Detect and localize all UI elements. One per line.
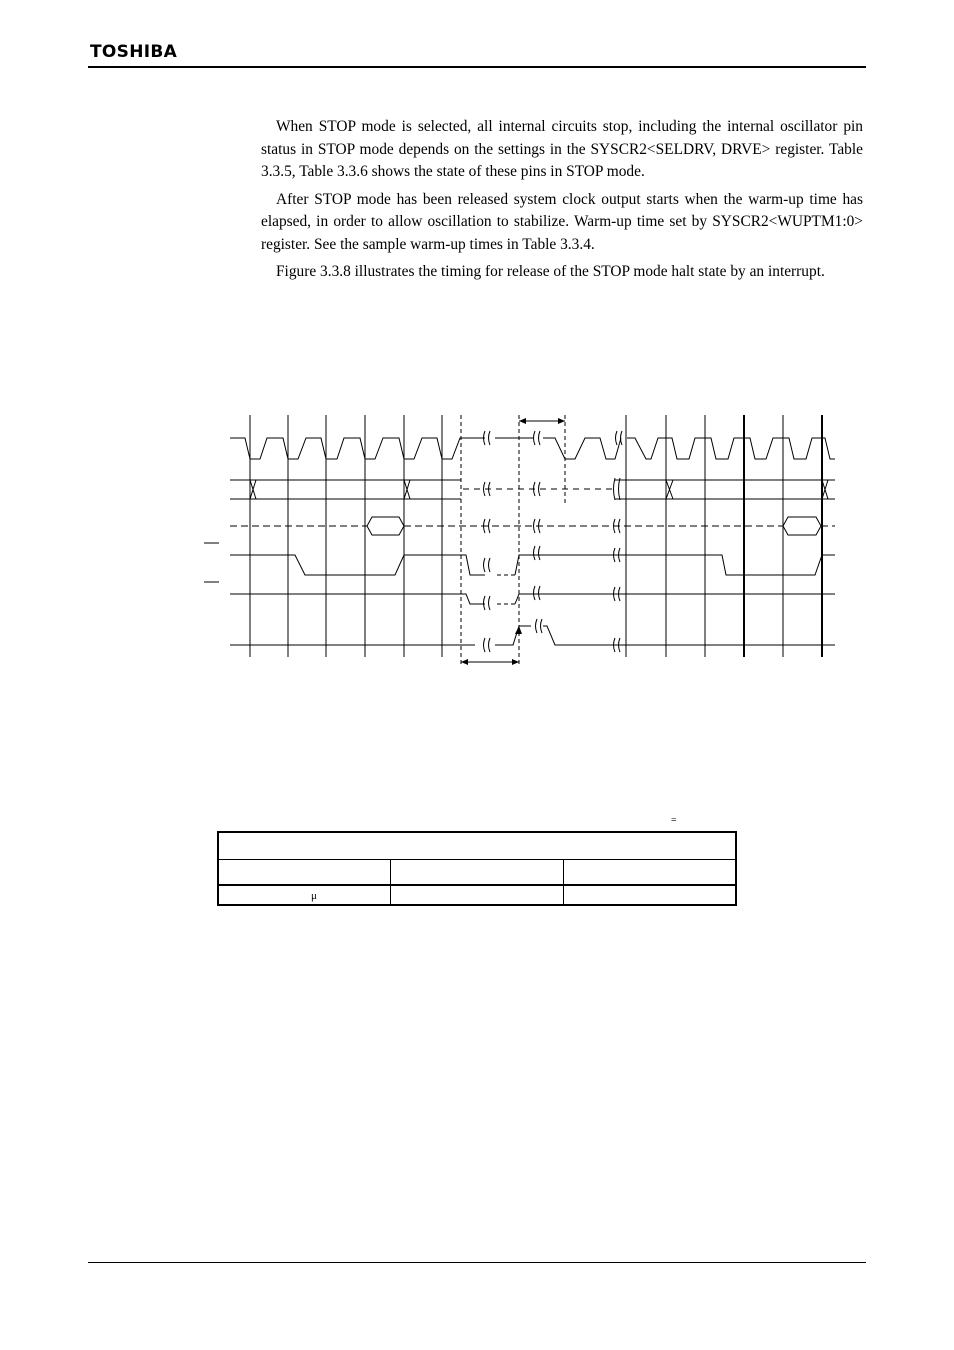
table-cell bbox=[563, 860, 736, 886]
paragraph-stop-mode: When STOP mode is selected, all internal circuits stop, including the internal oscillator pin status in STOP mode depends on the settings in the SYSCR2<SELDRV, DRVE> register. Table 3.3.5, Table 3.3.6 shows the state of these pins in STOP mode. bbox=[261, 118, 863, 180]
arrowhead bbox=[519, 418, 526, 424]
interrupt-waveform-fall bbox=[543, 626, 835, 645]
clock-waveform-resume bbox=[543, 438, 621, 459]
stop-release-timing-diagram bbox=[195, 405, 845, 675]
arrowhead bbox=[512, 659, 519, 665]
body-text bbox=[261, 116, 863, 289]
paragraph-figure-ref: Figure 3.3.8 illustrates the timing for release of the STOP mode halt state by an interrupt. bbox=[276, 263, 825, 280]
wr-waveform-left bbox=[230, 594, 485, 604]
toshiba-logo: TOSHIBA bbox=[90, 42, 178, 62]
arrowhead bbox=[515, 626, 522, 634]
table-cell bbox=[218, 860, 391, 886]
footer-rule bbox=[88, 1262, 866, 1263]
rd-waveform-right bbox=[515, 555, 835, 575]
data-bus-valid-left bbox=[367, 517, 404, 535]
table-cell bbox=[563, 885, 736, 905]
paragraph-warm-up: After STOP mode has been released system clock output starts when the warm-up time has elapsed, in order to allow oscillation to stabilize. Warm-up time set by SYSCR2<WUPTM1:0> register. See the sample warm-up times in Table 3.3.4. bbox=[261, 190, 863, 253]
table-cell bbox=[218, 885, 391, 905]
arrowhead bbox=[558, 418, 565, 424]
unit-equals-note: = bbox=[671, 815, 677, 826]
warm-up-time-table bbox=[217, 831, 737, 906]
interrupt-waveform-rise bbox=[495, 626, 531, 645]
table-cell bbox=[391, 885, 564, 905]
wr-waveform-right bbox=[515, 594, 835, 604]
table-cell bbox=[391, 860, 564, 886]
arrowhead bbox=[461, 659, 468, 665]
header-rule bbox=[88, 66, 866, 68]
rd-waveform-left bbox=[230, 555, 485, 575]
data-bus-valid-right bbox=[783, 517, 821, 535]
micro-symbol: μ bbox=[311, 889, 317, 902]
clock-waveform-right bbox=[627, 438, 835, 459]
time-break-marks bbox=[484, 431, 623, 652]
clock-waveform-left bbox=[230, 438, 485, 459]
table-header-cell bbox=[218, 832, 736, 860]
